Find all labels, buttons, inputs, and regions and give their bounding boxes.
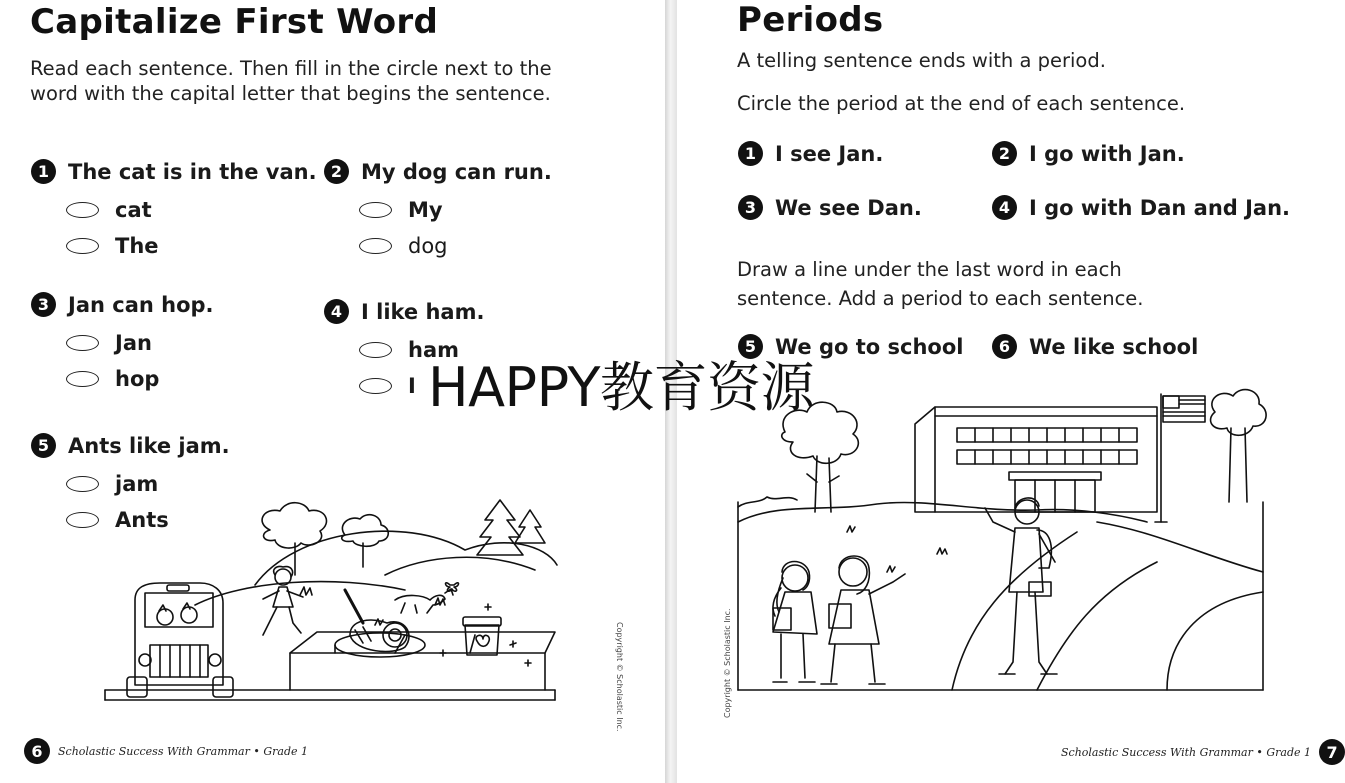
question-sentence [31,159,317,184]
answer-bubble[interactable] [66,512,99,528]
question-number: 2 [324,159,349,184]
sentence-text: The cat is in the van. [68,159,317,184]
answer-bubble[interactable] [66,335,99,351]
answer-option[interactable] [66,367,214,391]
sentence-number: 4 [992,195,1017,220]
answer-bubble[interactable] [66,202,99,218]
option-label: The [115,234,159,258]
question-sentence [324,299,484,324]
instruction-line: Read each sentence. Then fill in the circle next to the [30,57,552,80]
answer-bubble[interactable] [66,371,99,387]
sentence-text: I like ham. [361,299,485,324]
option-label: My [408,198,443,222]
answer-bubble[interactable] [359,202,392,218]
answer-bubble[interactable] [66,476,99,492]
instruction-line: word with the capital letter that begins the sentence. [30,82,551,105]
school-illustration [737,382,1265,694]
page-number: 7 [1319,739,1345,765]
sentence-6 [992,334,1198,359]
sentence-1 [738,141,883,166]
option-label: hop [115,367,160,391]
footer-text: Scholastic Success With Grammar • Grade 1 [1061,745,1312,759]
sentence-text[interactable]: I see Jan. [775,141,884,166]
sentence-text: My dog can run. [361,159,552,184]
instruction-line: sentence. Add a period to each sentence. [737,287,1144,310]
sentence-number: 5 [738,334,763,359]
sentence-2 [992,141,1185,166]
question-number: 4 [324,299,349,324]
sentence-3 [738,195,922,220]
question-1 [31,159,317,258]
picnic-illustration [105,495,565,705]
sentence-text[interactable]: We see Dan. [775,195,922,220]
instructions: Circle the period at the end of each sentence. [737,92,1186,115]
answer-option[interactable] [359,234,552,258]
question-2 [324,159,552,258]
answer-bubble[interactable] [359,378,392,394]
sentence-text[interactable]: We like school [1029,334,1199,359]
option-label: cat [115,198,152,222]
sentence-number: 6 [992,334,1017,359]
question-number: 3 [31,292,56,317]
option-label: dog [408,234,448,258]
sentence-text: Ants like jam. [68,433,230,458]
sentence-number: 2 [992,141,1017,166]
answer-option[interactable] [359,198,552,222]
instructions [30,56,552,106]
question-3 [31,292,214,391]
option-label: Jan [115,331,152,355]
sentence-number: 3 [738,195,763,220]
watermark: HAPPY教育资源 [428,356,814,419]
page-number: 6 [24,738,50,764]
question-sentence [324,159,552,184]
answer-bubble[interactable] [359,342,392,358]
question-sentence [31,292,214,317]
option-label: jam [115,472,159,496]
footer [24,738,308,764]
sentence-text[interactable]: I go with Jan. [1029,141,1185,166]
question-number: 5 [31,433,56,458]
footer-text: Scholastic Success With Grammar • Grade 1 [58,744,309,758]
copyright: Copyright © Scholastic Inc. [615,622,624,732]
answer-option[interactable] [66,472,230,496]
rule-text: A telling sentence ends with a period. [737,49,1106,72]
sentence-text: Jan can hop. [68,292,214,317]
answer-option[interactable] [66,331,214,355]
footer [1061,739,1345,765]
option-label: I [408,374,416,398]
question-number: 1 [31,159,56,184]
sentence-4 [992,195,1290,220]
answer-bubble[interactable] [66,238,99,254]
instruction-line: Draw a line under the last word in each [737,258,1122,281]
option-label: ham [408,338,460,362]
sentence-text[interactable]: We go to school [775,334,964,359]
sentence-text[interactable]: I go with Dan and Jan. [1029,195,1291,220]
option-label: Ants [115,508,169,532]
sentence-number: 1 [738,141,763,166]
copyright: Copyright © Scholastic Inc. [723,608,732,718]
question-sentence [31,433,230,458]
answer-bubble[interactable] [359,238,392,254]
page-title: Capitalize First Word [30,2,439,42]
answer-option[interactable] [66,198,317,222]
answer-option[interactable] [66,234,317,258]
page-title: Periods [737,0,884,40]
instructions-2 [737,255,1143,313]
